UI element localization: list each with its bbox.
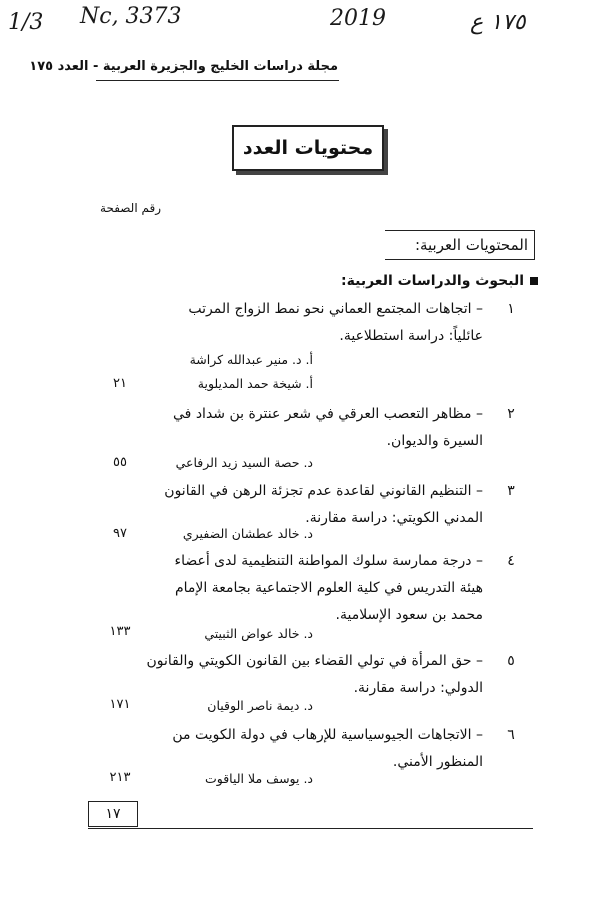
toc-entry[interactable]	[53, 648, 515, 702]
bullet-square-icon	[530, 277, 538, 285]
entry-number: ١	[507, 301, 515, 317]
handwritten-year: 2019	[330, 6, 386, 31]
page-number-label: رقم الصفحة	[100, 201, 161, 215]
entry-line: – التنظيم القانوني لقاعدة عدم تجزئة الرهن في القانون	[164, 483, 483, 499]
toc-entry[interactable]	[53, 722, 515, 776]
entry-page: ١٧١	[109, 697, 131, 712]
entry-line: – درجة ممارسة سلوك المواطنة التنظيمية لدى أعضاء	[174, 553, 483, 569]
entry-line: عائلياً: دراسة استطلاعية.	[339, 328, 483, 344]
entry-page: ١٣٣	[109, 624, 131, 639]
page-title	[232, 125, 384, 171]
entry-author: د. يوسف ملا الياقوت	[204, 771, 313, 786]
entry-line: – حق المرأة في تولي القضاء بين القانون الكويتي والقانون	[146, 653, 483, 669]
entry-number: ٢	[507, 406, 515, 422]
entry-line: الدولي: دراسة مقارنة.	[353, 680, 483, 696]
entry-author: د. خالد عطشان الضفيري	[182, 526, 313, 541]
entry-author: أ. شيخة حمد المديلوية	[197, 376, 313, 391]
entry-page: ٩٧	[113, 526, 127, 541]
entry-line: هيئة التدريس في كلية العلوم الاجتماعية بجامعة الإمام	[174, 580, 483, 596]
toc-entry[interactable]	[53, 296, 515, 350]
entry-number: ٤	[507, 553, 515, 569]
entry-line: المدني الكويتي: دراسة مقارنة.	[305, 510, 483, 526]
page-title-text: محتويات العدد	[242, 137, 374, 159]
entry-number: ٣	[507, 483, 515, 499]
entry-number: ٥	[507, 653, 515, 669]
entry-line: – اتجاهات المجتمع العماني نحو نمط الزواج المرتب	[188, 301, 483, 317]
entry-line: السيرة والديوان.	[386, 433, 483, 449]
footer-page-number-text: ١٧	[105, 806, 121, 822]
section-subheading-text: البحوث والدراسات العربية:	[341, 273, 524, 289]
toc-entry[interactable]	[53, 401, 515, 455]
entry-author: أ. د. منير عبدالله كراشة	[189, 352, 313, 367]
handwritten-issue: ١٧٥ ع	[470, 10, 526, 35]
section-title	[385, 230, 535, 260]
entry-line: – الاتجاهات الجيوسياسية للإرهاب في دولة الكويت من	[172, 727, 483, 743]
footer-rule	[88, 828, 533, 829]
entry-page: ٥٥	[113, 455, 127, 470]
toc-entry[interactable]	[53, 478, 515, 532]
toc-entry[interactable]	[53, 548, 515, 629]
footer-page-number	[88, 801, 138, 827]
section-subheading	[341, 273, 538, 289]
journal-header: مجلة دراسات الخليج والجزيرة العربية - العدد ١٧٥	[29, 59, 338, 74]
section-title-text: المحتويات العربية:	[414, 236, 528, 254]
entry-page: ٢١٣	[109, 770, 131, 785]
header-underline	[96, 80, 339, 81]
entry-number: ٦	[507, 727, 515, 743]
entry-author: د. خالد عواض الثبيتي	[204, 626, 313, 641]
handwritten-fraction: 1/3	[8, 10, 44, 35]
entry-page: ٢١	[113, 376, 127, 391]
entry-author: د. حصة السيد زيد الرفاعي	[175, 455, 313, 470]
entry-author: د. ديمة ناصر الوقيان	[207, 698, 313, 713]
handwritten-code: Nc, 3373	[80, 4, 182, 29]
entry-line: – مظاهر التعصب العرقي في شعر عنترة بن شداد في	[173, 406, 483, 422]
entry-line: المنظور الأمني.	[392, 754, 483, 770]
entry-line: محمد بن سعود الإسلامية.	[335, 607, 483, 623]
